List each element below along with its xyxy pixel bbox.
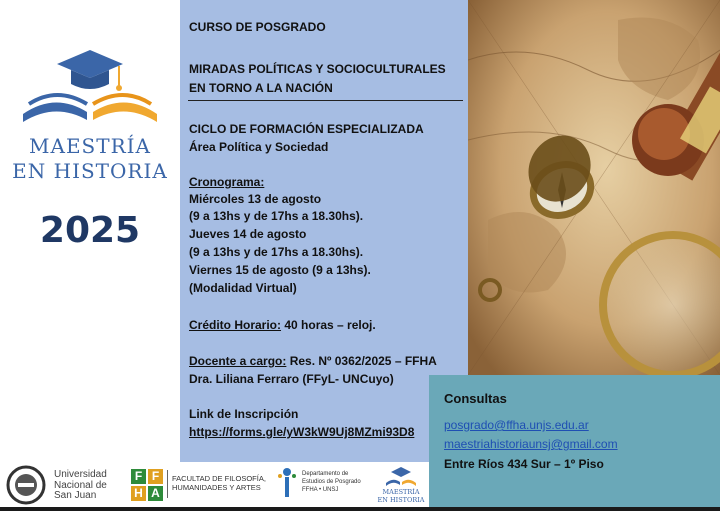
ffha-name-line: FACULTAD DE FILOSOFÍA, (172, 474, 266, 483)
logo-title-line2: EN HISTORIA (12, 159, 168, 183)
unsj-name-line: Universidad (54, 469, 107, 480)
year-label: 2025 (39, 210, 141, 251)
footer-divider (167, 470, 168, 498)
registration-label: Link de Inscripción (189, 407, 299, 421)
bottom-bar (0, 507, 720, 511)
contact-title: Consultas (444, 391, 507, 406)
logo-title (0, 134, 180, 184)
logo-title-line1: MAESTRÍA (29, 134, 151, 158)
teacher-resolution: Res. Nº 0362/2025 – FFHA (286, 354, 437, 368)
ffha-logo (131, 469, 163, 501)
footer-logos (0, 462, 429, 507)
credit-label: Crédito Horario: (189, 318, 282, 332)
dept-name-line: Estudios de Posgrado (302, 479, 361, 485)
schedule-line: (9 a 13hs y de 17hs a 18.30hs). (189, 245, 364, 259)
unsj-name-line: San Juan (54, 490, 97, 501)
ffha-logo-cell: F (148, 469, 163, 484)
course-info-panel (180, 0, 468, 462)
registration-link[interactable]: https://forms.gle/yW3kW9Uj8MZmi93D8 (189, 425, 415, 439)
small-maestria-line: EN HISTORIA (377, 495, 425, 504)
teacher-name: Dra. Liliana Ferraro (FFyL- UNCuyo) (189, 372, 394, 386)
schedule-line: Miércoles 13 de agosto (189, 192, 322, 206)
contact-email-link[interactable]: maestriahistoriaunsj@gmail.com (444, 437, 618, 451)
graduation-book-logo-icon (15, 42, 165, 132)
unsj-name (54, 470, 107, 502)
credit-hours (189, 317, 376, 335)
teacher-line (189, 353, 437, 371)
unsj-seal-icon (6, 465, 46, 505)
unsj-name-line: Nacional de (54, 479, 107, 491)
ffha-logo-cell: F (131, 469, 146, 484)
area-label: Área Política y Sociedad (189, 140, 329, 154)
dept-name (302, 470, 361, 494)
teacher-label: Docente a cargo: (189, 354, 287, 368)
title-divider (188, 100, 463, 101)
course-kind: CURSO DE POSGRADO (189, 20, 326, 34)
schedule-line: (9 a 13hs y de 17hs a 18.30hs). (189, 209, 364, 223)
posgrado-person-icon (276, 466, 298, 500)
schedule-line: Viernes 15 de agosto (9 a 13hs). (189, 263, 371, 277)
antique-map-compass-photo (468, 0, 720, 375)
small-maestria-logo-icon (384, 465, 418, 487)
ffha-name-line: HUMANIDADES Y ARTES (172, 483, 261, 492)
contact-email-link[interactable]: posgrado@ffha.unjs.edu.ar (444, 418, 589, 432)
cycle-label: CICLO DE FORMACIÓN ESPECIALIZADA (189, 122, 424, 136)
ffha-logo-cell: A (148, 486, 163, 501)
ffha-logo-cell: H (131, 486, 146, 501)
dept-name-line: FFHA • UNSJ (302, 487, 339, 493)
dept-name-line: Departamento de (302, 471, 349, 477)
brand-panel (0, 0, 180, 462)
schedule-line: (Modalidad Virtual) (189, 281, 297, 295)
schedule-line: Jueves 14 de agosto (189, 227, 307, 241)
ffha-name (172, 474, 266, 492)
schedule-heading: Cronograma: (189, 175, 265, 189)
course-title-line1: MIRADAS POLÍTICAS Y SOCIOCULTURALES (189, 62, 446, 76)
contact-address: Entre Ríos 434 Sur – 1º Piso (444, 457, 604, 471)
credit-value: 40 horas – reloj. (281, 318, 376, 332)
small-maestria-text (372, 489, 430, 504)
small-maestria-line: MAESTRÍA (382, 488, 420, 496)
contact-box (429, 375, 720, 507)
course-title-line2: EN TORNO A LA NACIÓN (189, 81, 333, 95)
